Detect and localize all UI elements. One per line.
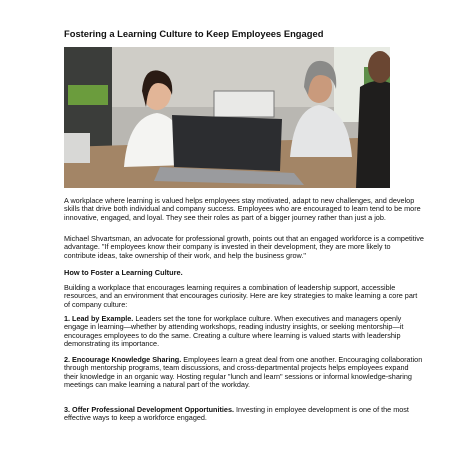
strategy-3-text: Investing in employee development is one of the most effective ways to keep a workforce engaged.	[64, 405, 409, 423]
section-heading: How to Foster a Learning Culture.	[64, 268, 183, 277]
strategy-3	[64, 406, 424, 423]
article-title: Fostering a Learning Culture to Keep Employees Engaged	[64, 28, 324, 39]
intro-paragraph: A workplace where learning is valued helps employees stay motivated, adapt to new challenges, and develop skills that drive both individual and company success. Employees who are encouraged to learn tend to be more innovative, engaged, and loyal. They see their roles as part of a bigger journey rather than just a job.	[64, 196, 421, 222]
quote-paragraph: Michael Shvartsman, an advocate for professional growth, points out that an engaged workforce is a competitive advantage. "If employees know their company is invested in their development, they are more likely to contribute ideas, take ownership of their work, and help the business grow."	[64, 234, 424, 260]
strategy-2	[64, 356, 424, 389]
strategy-1-heading: 1. Lead by Example.	[64, 314, 134, 323]
article-photo	[64, 47, 390, 188]
strategy-1-text: Leaders set the tone for workplace culture. When executives and managers openly engage in learning—whether by attending workshops, reading industry insights, or seeking mentorship—it encourages employees to do the same. Creating a culture where learning is valued starts with leadership demonstrating its importance.	[64, 314, 404, 348]
strategy-2-text: Employees learn a great deal from one another. Encouraging collaboration through mentorship programs, team discussions, and cross-departmental projects helps employees expand their knowledge in an organic way. Hosting regular "lunch and learn" sessions or informal knowledge-sharing meetings can make learning a natural part of the workday.	[64, 355, 423, 389]
section-intro-paragraph: Building a workplace that encourages learning requires a combination of leadership support, accessible resources, and an environment that encourages curiosity. Here are key strategies to make learning a core part of company culture:	[64, 283, 418, 309]
strategy-3-heading: 3. Offer Professional Development Opportunities.	[64, 405, 235, 414]
strategy-2-heading: 2. Encourage Knowledge Sharing.	[64, 355, 182, 364]
strategy-1	[64, 315, 424, 348]
